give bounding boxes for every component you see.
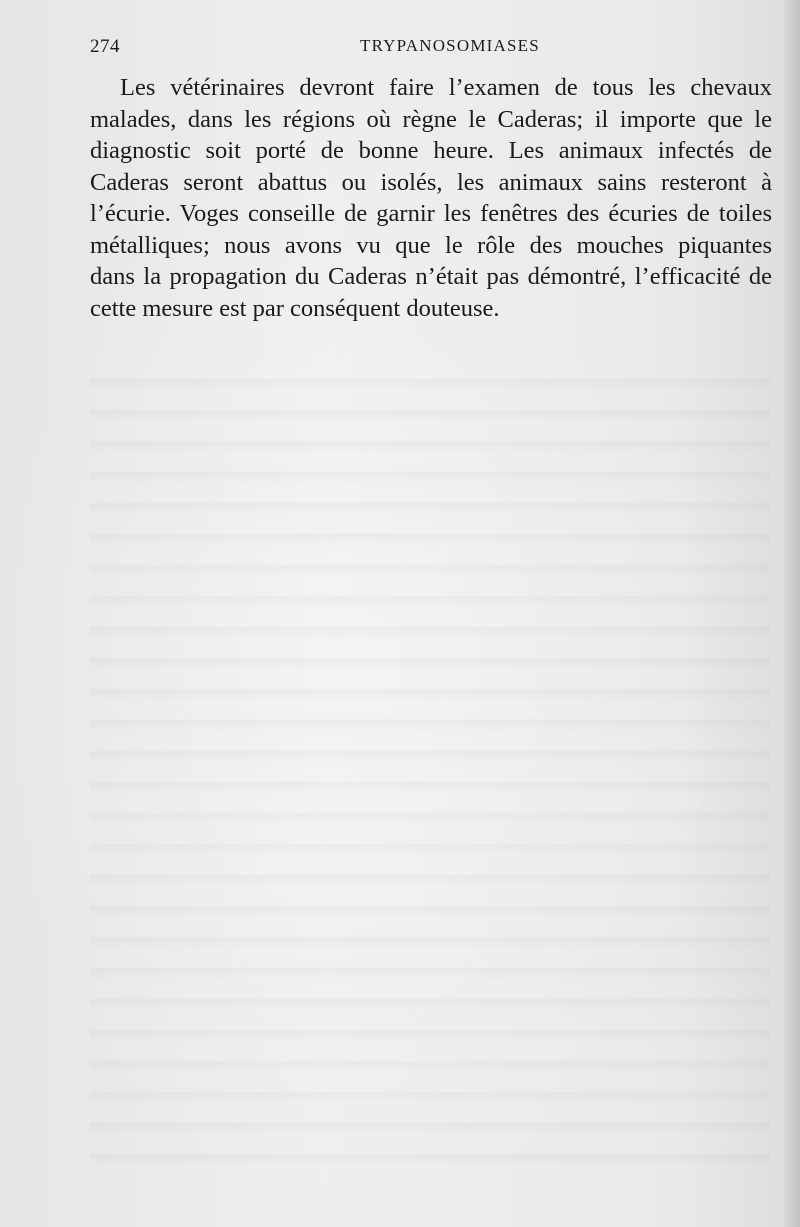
text-line: malades, dans les régions où règne le Caderas; il importe que le	[90, 105, 772, 133]
text-line: diagnostic soit porté de bonne heure. Les animaux infectés de	[90, 137, 772, 164]
text-line: cette mesure est par conséquent douteuse.	[90, 294, 500, 322]
text-line: dans la propagation du Caderas n’était pas démontré, l’efficacité de	[90, 263, 772, 290]
page-number: 274	[90, 36, 120, 57]
text-line: Les vétérinaires devront faire l’examen de tous les chevaux	[120, 74, 772, 101]
text-line: l’écurie. Voges conseille de garnir les fenêtres des écuries de toiles	[90, 200, 772, 227]
bleed-through-texture	[90, 360, 770, 1180]
text-line: métalliques; nous avons vu que le rôle des mouches piquantes	[90, 231, 772, 259]
page-edge-shadow	[782, 0, 800, 1227]
text-line: Caderas seront abattus ou isolés, les animaux sains resteront à	[90, 168, 772, 196]
body-paragraph	[90, 72, 772, 324]
running-title: TRYPANOSOMIASES	[360, 36, 540, 55]
running-head	[0, 36, 800, 62]
